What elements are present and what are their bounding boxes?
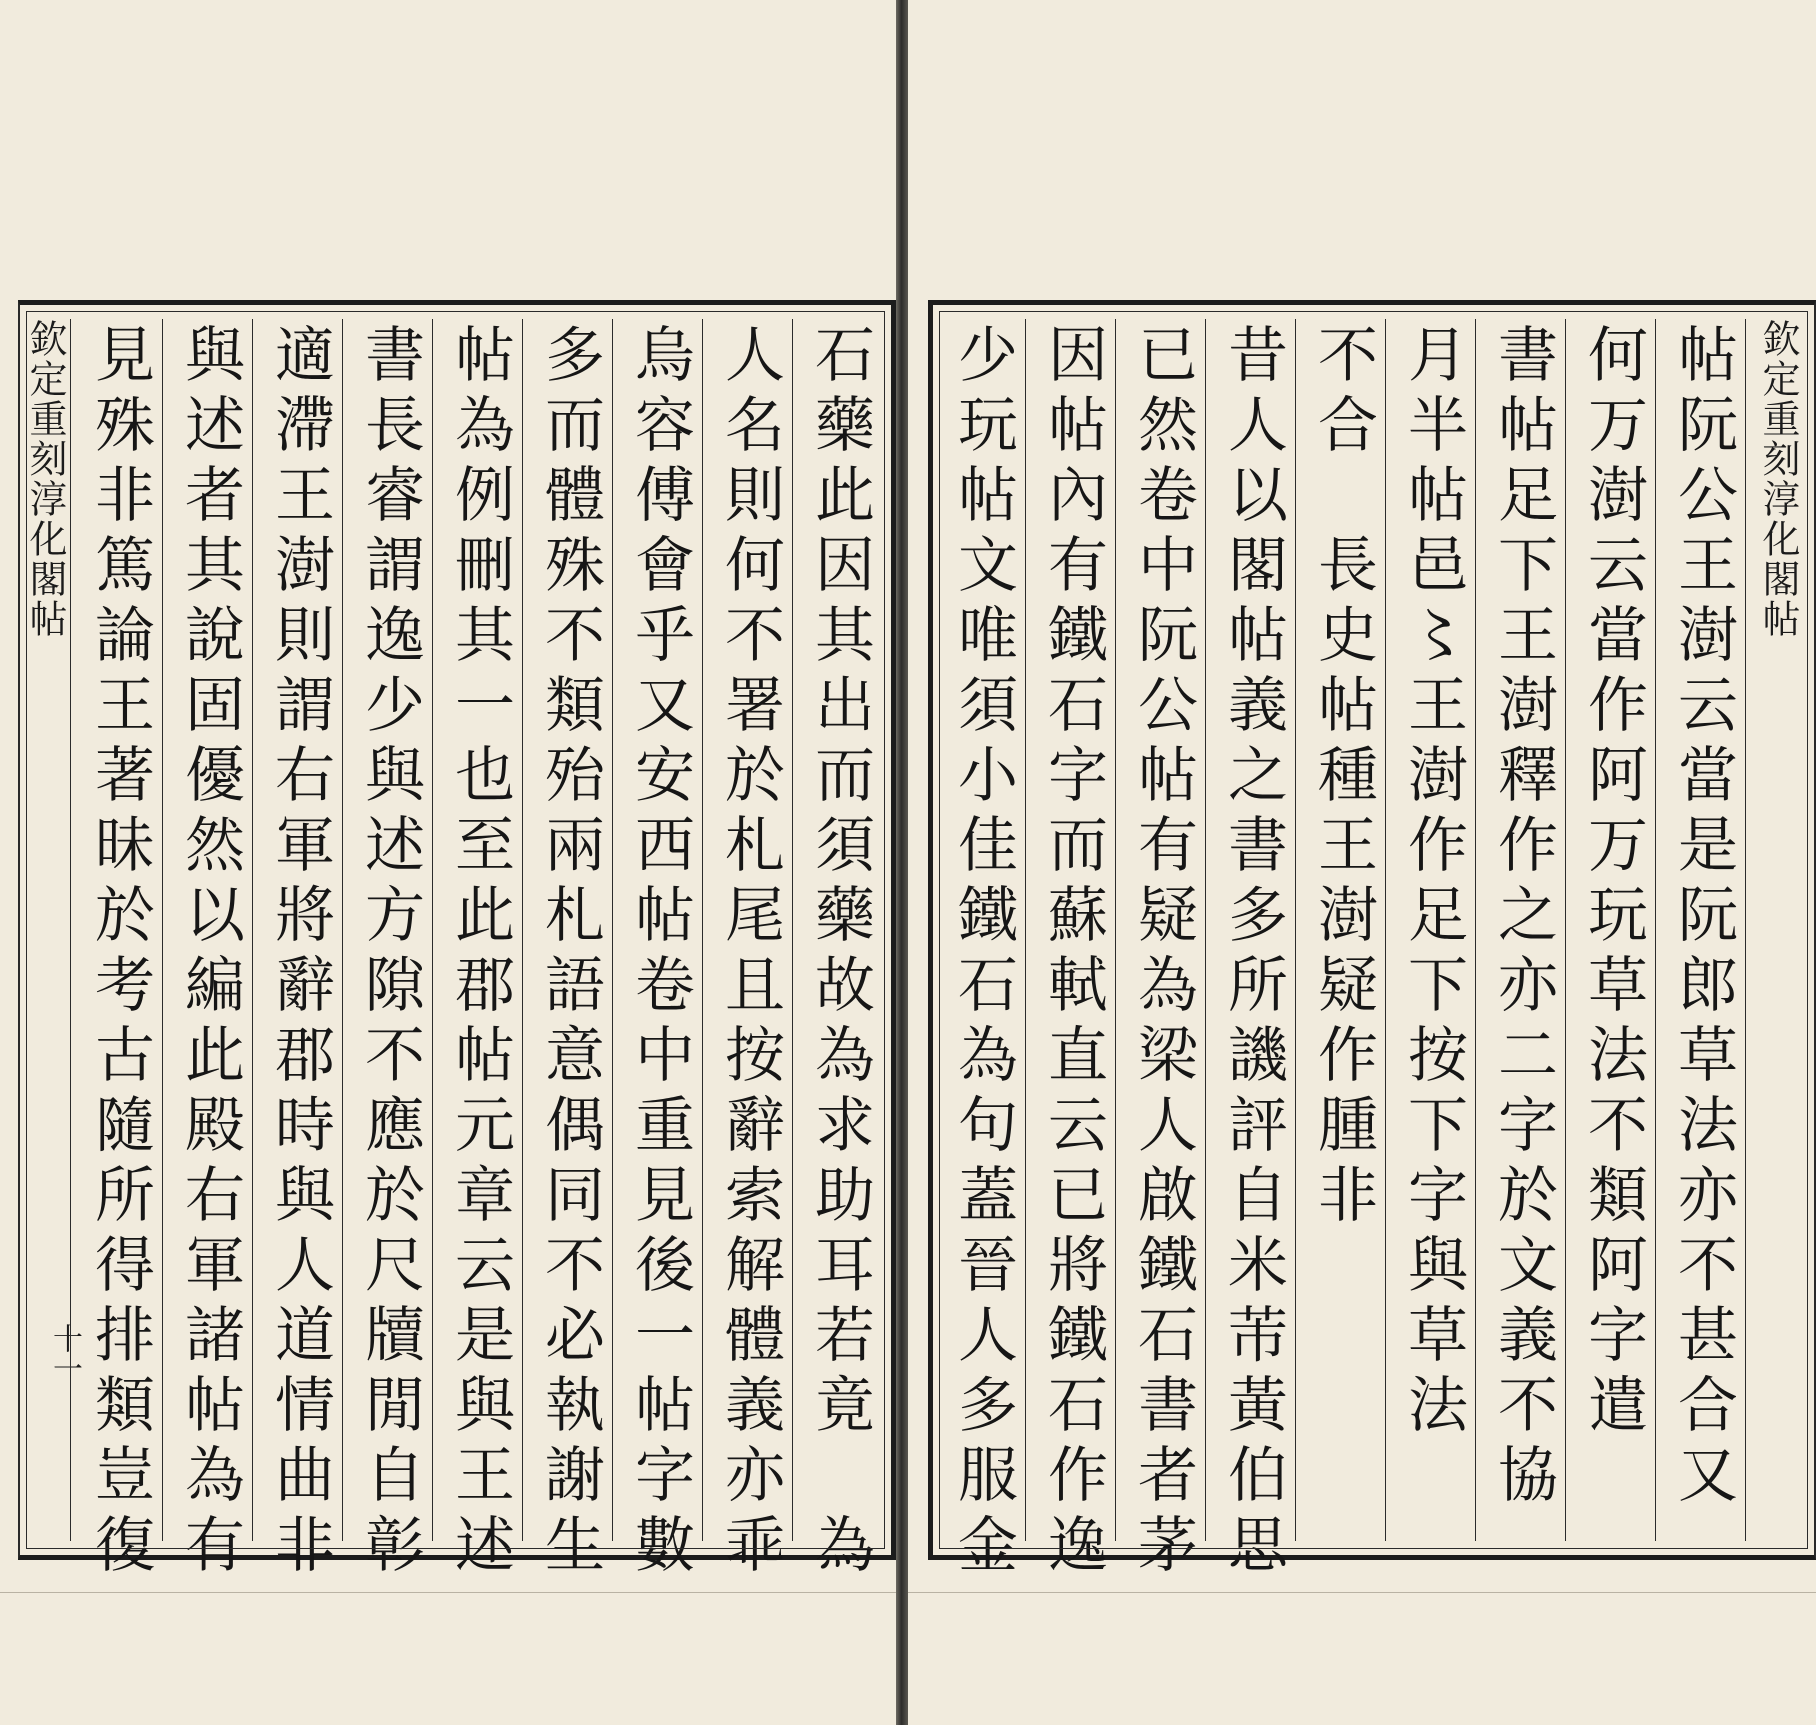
column-rule <box>70 319 71 1541</box>
text-column-2: 何万澍云當作阿万玩草法不類阿字遣 <box>1578 323 1648 1443</box>
folio-number: 十一 <box>47 1323 82 1383</box>
right-margin-title: 欽定重刻淳化閣帖 <box>1756 319 1800 639</box>
right-text-frame <box>928 300 1816 1583</box>
text-column-9: 少玩帖文唯須小佳鐵石為句蓋晉人多服金 <box>948 323 1018 1583</box>
text-column-6: 書長睿謂逸少與述方隙不應於尺牘閒自彰 <box>355 323 425 1583</box>
column-rule <box>1475 319 1476 1541</box>
text-column-8: 與述者其說固優然以編此殿右軍諸帖為有 <box>175 323 245 1583</box>
column-rule <box>1115 319 1116 1541</box>
column-rule <box>1655 319 1656 1541</box>
text-column-6: 昔人以閣帖義之書多所譏評自米芾黃伯思 <box>1218 323 1288 1583</box>
text-column-9: 見殊非篤論王著昧於考古隨所得排類豈復 <box>85 323 155 1583</box>
right-page <box>908 0 1816 1725</box>
text-column-5: 不合 長史帖種王澍疑作腫非 <box>1308 323 1378 1233</box>
text-column-3: 書帖足下王澍釋作之亦二字於文義不協 <box>1488 323 1558 1513</box>
text-column-4: 月半帖邑〻王澍作足下按下字與草法 <box>1398 323 1468 1443</box>
column-rule <box>522 319 523 1541</box>
column-rule <box>1745 319 1746 1541</box>
column-rule <box>1295 319 1296 1541</box>
text-column-1: 石藥此因其出而須藥故為求助耳若竟 為 <box>805 323 875 1583</box>
text-column-4: 多而體殊不類殆兩札語意偶同不必執謝生 <box>535 323 605 1583</box>
book-spine <box>896 0 908 1725</box>
text-column-1: 帖阮公王澍云當是阮郎草法亦不甚合又 <box>1668 323 1738 1513</box>
text-column-7: 已然卷中阮公帖有疑為梁人啟鐵石書者茅 <box>1128 323 1198 1583</box>
column-rule <box>1565 319 1566 1541</box>
text-column-2: 人名則何不署於札尾且按辭索解體義亦乖 <box>715 323 785 1583</box>
left-margin-title: 欽定重刻淳化閣帖 <box>23 319 67 639</box>
text-column-7: 適滯王澍則謂右軍將辭郡時與人道情曲非 <box>265 323 335 1583</box>
text-column-5: 帖為例刪其一也至此郡帖元章云是與王述 <box>445 323 515 1583</box>
text-column-8: 因帖內有鐵石字而蘇軾直云已將鐵石作逸 <box>1038 323 1108 1583</box>
column-rule <box>792 319 793 1541</box>
left-text-frame <box>18 300 896 1583</box>
column-rule <box>1385 319 1386 1541</box>
column-rule <box>162 319 163 1541</box>
lower-edge-line <box>0 1592 896 1593</box>
column-rule <box>1205 319 1206 1541</box>
column-rule <box>702 319 703 1541</box>
column-rule <box>1025 319 1026 1541</box>
column-rule <box>342 319 343 1541</box>
column-rule <box>612 319 613 1541</box>
column-rule <box>252 319 253 1541</box>
column-rule <box>432 319 433 1541</box>
lower-edge-line <box>908 1592 1816 1593</box>
text-column-3: 烏容傅會乎又安西帖卷中重見後一帖字數 <box>625 323 695 1583</box>
left-page <box>0 0 896 1725</box>
